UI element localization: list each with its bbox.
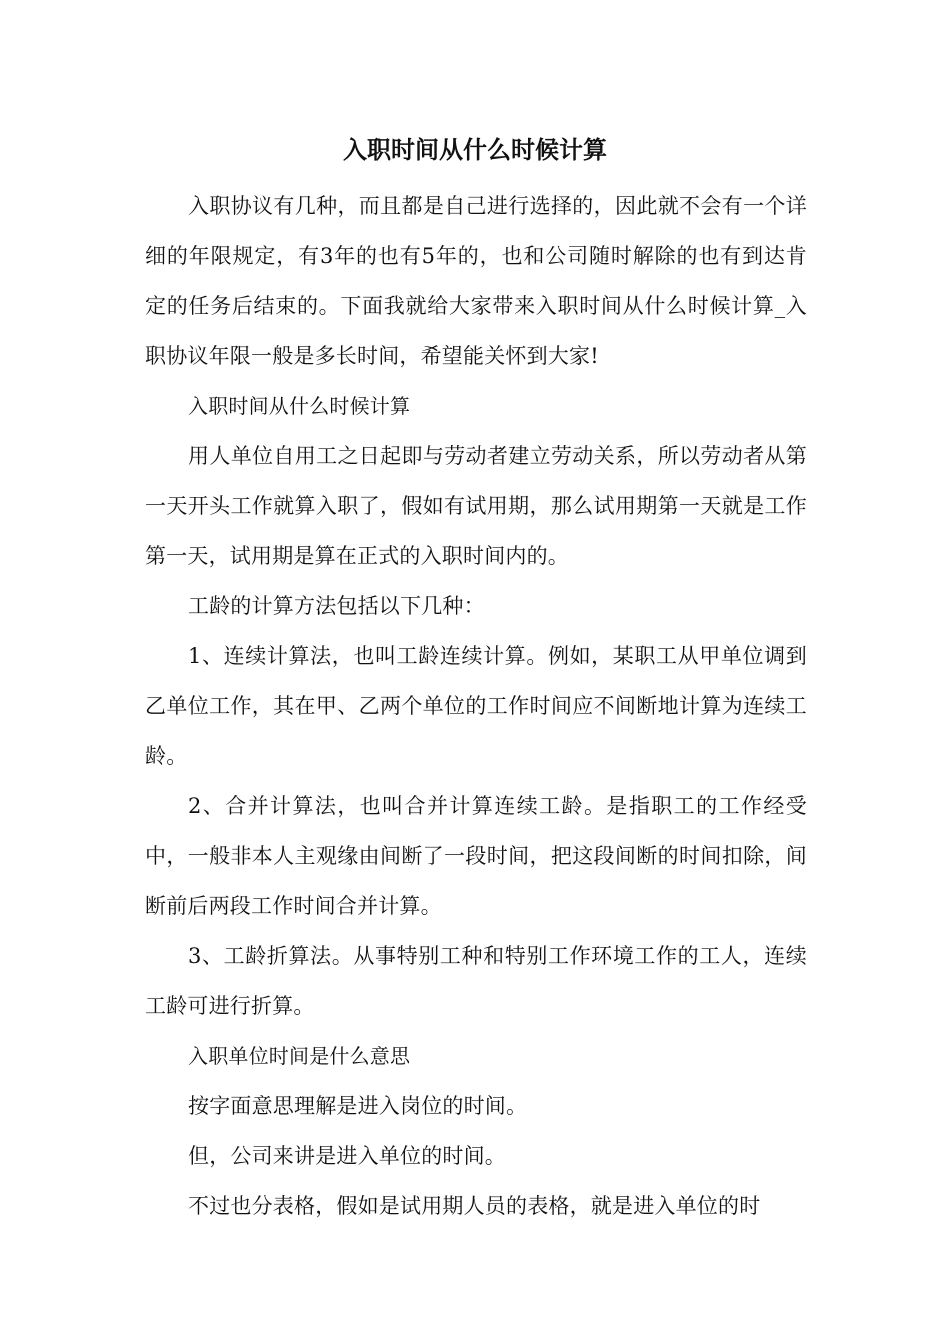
intro-paragraph: 入职协议有几种，而且都是自己进行选择的，因此就不会有一个详细的年限规定，有3年的也有5年的，也和公司随时解除的也有到达肯定的任务后结束的。下面我就给大家带来入职时间从什么时候计算_入职协议年限一般是多长时间，希望能关怀到大家! [145, 194, 807, 368]
section-heading-meaning: 入职单位时间是什么意思 [188, 1044, 411, 1068]
paragraph-seniority-methods: 工龄的计算方法包括以下几种： [188, 594, 485, 618]
document-title: 入职时间从什么时候计算 [343, 136, 607, 164]
list-item-combined: 2、合并计算法，也叫合并计算连续工龄。是指职工的工作经受中，一般非本人主观缘由间断了一段时间，把这段间断的时间扣除，间断前后两段工作时间合并计算。 [145, 794, 807, 918]
paragraph-forms: 不过也分表格，假如是试用期人员的表格，就是进入单位的时 [188, 1194, 761, 1218]
paragraph-labor-relation: 用人单位自用工之日起即与劳动者建立劳动关系，所以劳动者从第一天开头工作就算入职了，假如有试用期，那么试用期第一天就是工作第一天，试用期是算在正式的入职时间内的。 [145, 444, 807, 568]
section-heading-entry-time: 入职时间从什么时候计算 [188, 394, 411, 418]
list-item-continuous: 1、连续计算法，也叫工龄连续计算。例如，某职工从甲单位调到乙单位工作，其在甲、乙两个单位的工作时间应不间断地计算为连续工龄。 [145, 644, 807, 768]
document-body [145, 181, 807, 1231]
paragraph-company-meaning: 但，公司来讲是进入单位的时间。 [188, 1144, 506, 1168]
paragraph-literal-meaning: 按字面意思理解是进入岗位的时间。 [188, 1094, 528, 1118]
list-item-converted: 3、工龄折算法。从事特别工种和特别工作环境工作的工人，连续工龄可进行折算。 [145, 944, 807, 1018]
